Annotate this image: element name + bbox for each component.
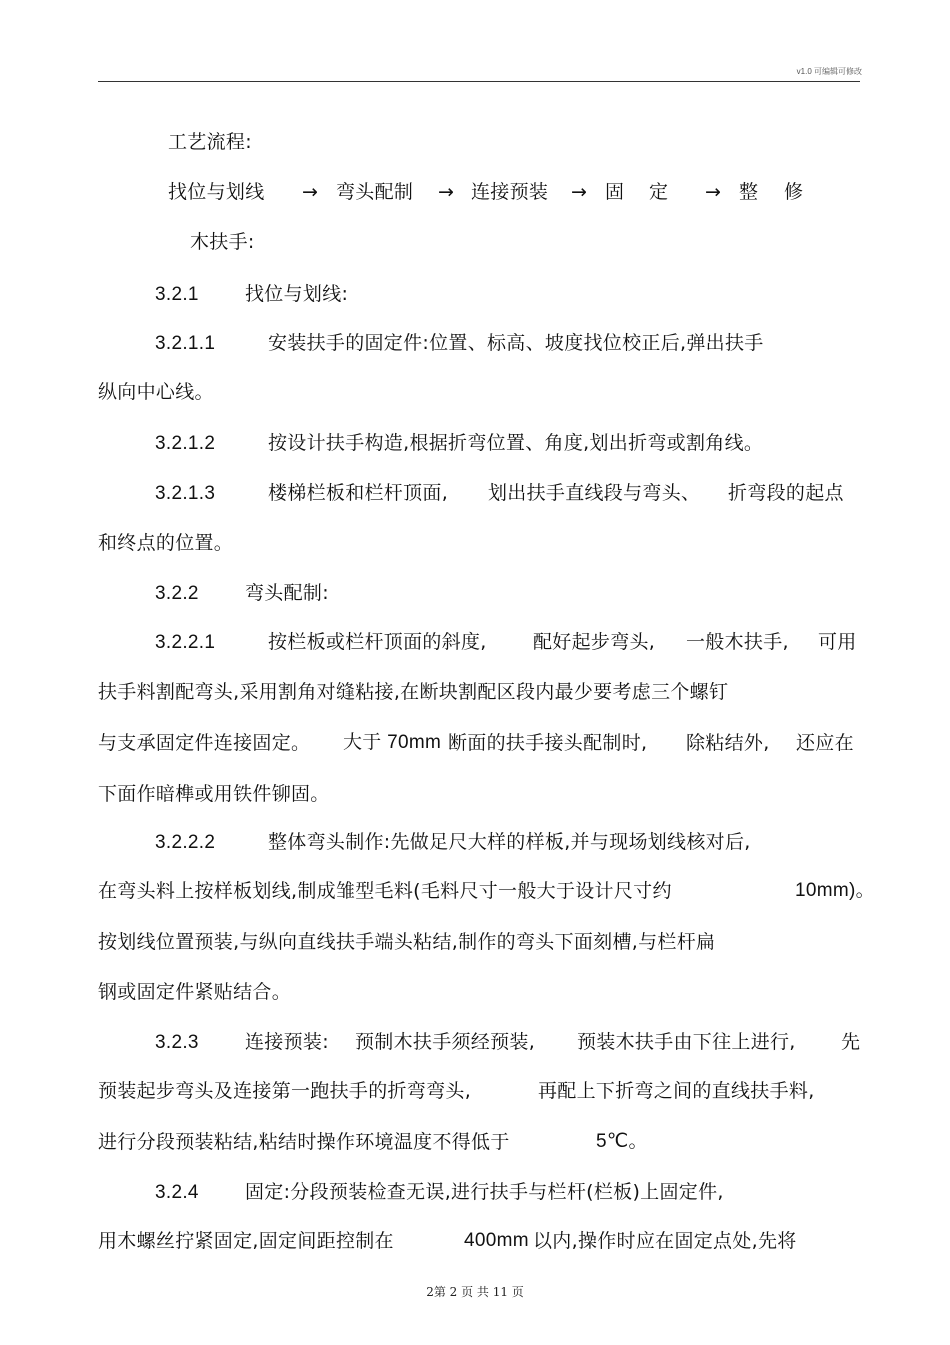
flow-step-preassemble: 连接预装 (471, 181, 549, 203)
paragraph-text: 整体弯头制作:先做足尺大样的样板,并与现场划线核对后, (268, 831, 751, 853)
process-title: 工艺流程: (168, 131, 252, 153)
paragraph-text: 扶手料割配弯头,采用割角对缝粘接,在断块割配区段内最少要考虑三个螺钉 (98, 681, 729, 703)
paragraph-text: 一般木扶手, (686, 631, 789, 653)
flow-arrow: → (438, 181, 455, 203)
paragraph-text: 按栏板或栏杆顶面的斜度, (268, 631, 487, 653)
paragraph-text: 除粘结外, (686, 732, 770, 754)
paragraph-text: 折弯段的起点 (728, 482, 844, 504)
paragraph-text: 预制木扶手须经预装, (355, 1031, 536, 1053)
paragraph-text: 大于 70mm (343, 732, 442, 753)
paragraph-text: 10mm)。 (795, 880, 875, 901)
flow-arrow: → (705, 181, 722, 203)
para-3-2-2-1 (155, 630, 857, 655)
section-3-2-4 (155, 1180, 724, 1205)
paragraph-text: 还应在 (796, 732, 854, 754)
section-3-2-3 (155, 1030, 861, 1055)
paragraph-text: 和终点的位置。 (98, 532, 234, 554)
flow-arrow: → (571, 181, 588, 203)
paragraph-text: 在弯头料上按样板划线,制成雏型毛料(毛料尺寸一般大于设计尺寸约 (98, 880, 672, 902)
flow-step-trim-2: 修 (784, 181, 804, 203)
flow-step-elbow: 弯头配制 (336, 181, 414, 203)
paragraph-text: 安装扶手的固定件:位置、标高、坡度找位校正后,弹出扶手 (268, 332, 764, 354)
section-number: 3.2.2.2 (155, 832, 216, 853)
paragraph-text: 断面的扶手接头配制时, (448, 732, 648, 754)
section-number: 3.2.3 (155, 1032, 199, 1053)
paragraph-text: 先 (841, 1031, 861, 1053)
section-number: 3.2.1 (155, 284, 199, 305)
paragraph-text: 按划线位置预装,与纵向直线扶手端头粘结,制作的弯头下面刻槽,与栏杆扁 (98, 931, 716, 953)
flow-step-locate: 找位与划线 (168, 181, 265, 203)
paragraph-text: 预装起步弯头及连接第一跑扶手的折弯弯头, (98, 1080, 472, 1102)
paragraph-text: 按设计扶手构造,根据折弯位置、角度,划出折弯或割角线。 (268, 432, 764, 454)
paragraph-text: 再配上下折弯之间的直线扶手料, (538, 1080, 815, 1102)
paragraph-text: 楼梯栏板和栏杆顶面, (268, 482, 449, 504)
paragraph-text: 400mm (464, 1230, 529, 1251)
section-number: 3.2.1.2 (155, 433, 216, 454)
para-3-2-2-2 (155, 830, 751, 855)
flow-step-fix-2: 定 (649, 181, 669, 203)
paragraph-text: 预装木扶手由下往上进行, (577, 1031, 796, 1053)
paragraph-text: 配好起步弯头, (533, 631, 656, 653)
header-rule (98, 81, 860, 82)
section-number: 3.2.1.3 (155, 483, 216, 504)
para-3-2-1-3 (155, 481, 844, 506)
paragraph-text: 5℃。 (596, 1131, 648, 1152)
para-3-2-1-1 (155, 331, 764, 356)
paragraph-text-line (98, 879, 875, 903)
paragraph-text: 钢或固定件紧贴结合。 (98, 981, 292, 1003)
section-number: 3.2.2.1 (155, 632, 216, 653)
paragraph-text: 下面作暗榫或用铁件铆固。 (98, 783, 330, 805)
section-title: 弯头配制: (245, 582, 329, 604)
paragraph-text: 与支承固定件连接固定。 (98, 732, 311, 754)
paragraph-text: 用木螺丝拧紧固定,固定间距控制在 (98, 1230, 394, 1252)
paragraph-text: 纵向中心线。 (98, 381, 214, 403)
page-number: 2第 2 页 共 11 页 (426, 1285, 524, 1299)
paragraph-text: 以内,操作时应在固定点处,先将 (533, 1230, 797, 1252)
para-3-2-1-2 (155, 431, 764, 456)
section-3-2-1 (155, 282, 349, 307)
flow-step-fix-1: 固 (605, 181, 625, 203)
version-note: v1.0 可编辑可修改 (796, 67, 862, 76)
paragraph-text: 连接预装: (245, 1031, 329, 1053)
flow-arrow: → (302, 181, 319, 203)
paragraph-text: 可用 (818, 631, 857, 653)
paragraph-text-line (98, 1229, 797, 1253)
paragraph-text: 进行分段预装粘结,粘结时操作环境温度不得低于 (98, 1131, 510, 1153)
paragraph-text-line (98, 1130, 648, 1154)
section-3-2-2 (155, 581, 329, 606)
section-title: 找位与划线: (245, 283, 349, 305)
paragraph-text-line (98, 731, 854, 755)
section-number: 3.2.1.1 (155, 333, 216, 354)
section-number: 3.2.4 (155, 1182, 199, 1203)
paragraph-text: 固定:分段预装检查无误,进行扶手与栏杆(栏板)上固定件, (245, 1181, 724, 1203)
paragraph-text-line (98, 1079, 815, 1103)
wood-handrail-heading: 木扶手: (190, 231, 255, 253)
flow-step-trim-1: 整 (739, 181, 759, 203)
paragraph-text: 划出扶手直线段与弯头、 (488, 482, 701, 504)
section-number: 3.2.2 (155, 583, 199, 604)
